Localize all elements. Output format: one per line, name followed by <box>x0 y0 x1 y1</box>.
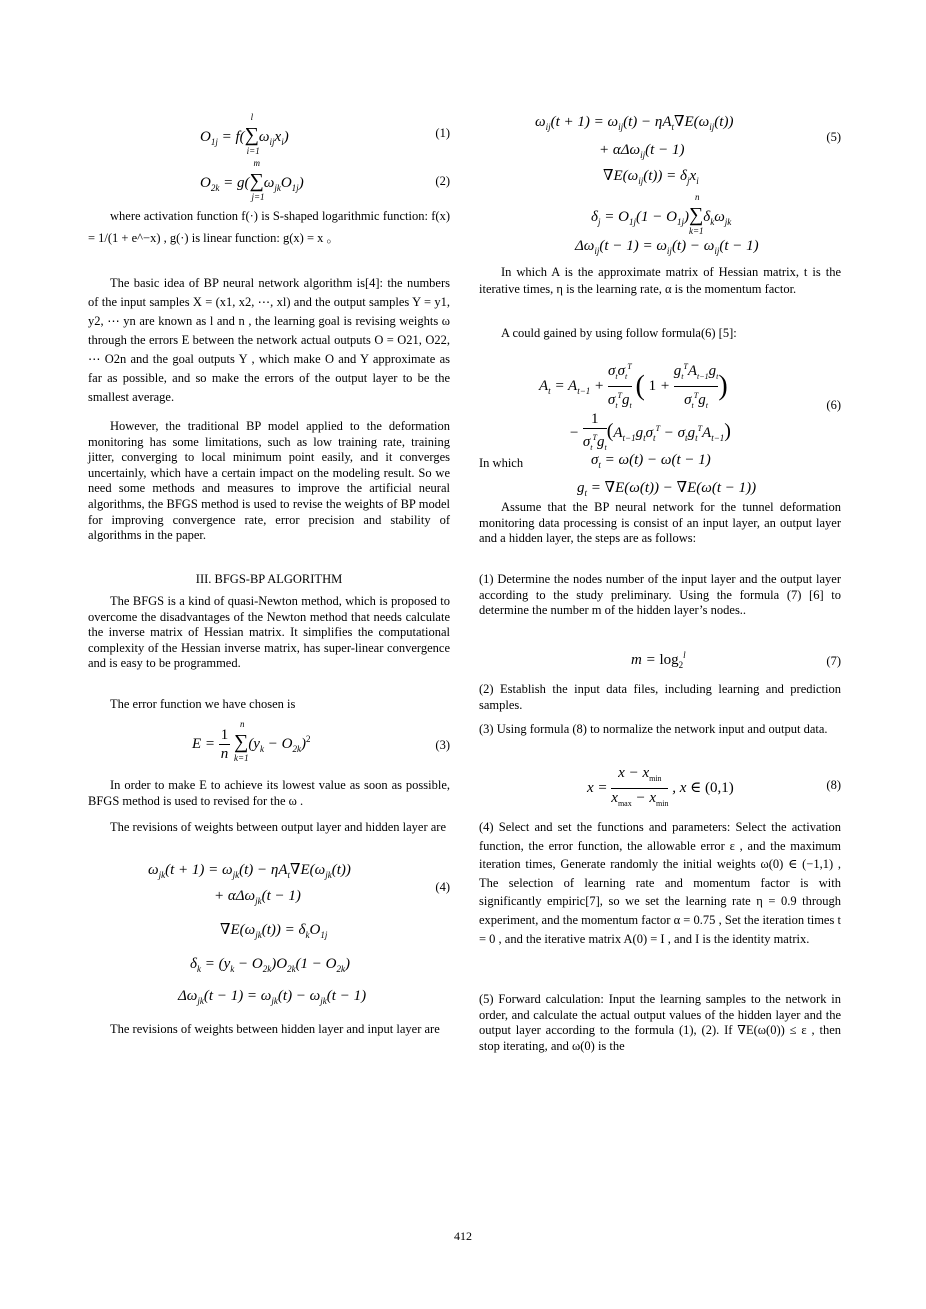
paragraph-revisions-output: The revisions of weights between output layer and hidden layer are <box>110 820 446 834</box>
paragraph-assume: Assume that the BP neural network for the tunnel deformation monitoring data processing is consist of an input layer, an output layer and a hidden layer, the steps are as follows: <box>479 500 841 546</box>
equation-5: $\omega_{ij}(t + 1) = \omega_{ij}(t) - \eta A_t\nabla E(\omega_{ij}(t))$ + αΔω$_{ij}$(t − 1) $\nabla E(\omega_{ij}(t)) = \delta_jx_i$ $\delta_j = O_{1j}(1 - O_{1j})\sum$ n k=1 $\delta_k\omega_{jk}$ $\Delta\omega_{ij}(t - 1) = \omega_{ij}(t) - \omega_{ij}(t - 1)$ (5) <box>535 114 841 256</box>
paragraph-step-3: (3) Using formula (8) to normalize the network input and output data. <box>479 722 828 736</box>
paragraph-in-order: In order to make E to achieve its lowest value as soon as possible, BFGS method is used to revised for the ω . <box>88 778 450 808</box>
paragraph-revisions-input: The revisions of weights between hidden layer and input layer are <box>110 1022 440 1036</box>
paragraph-step-2: (2) Establish the input data files, including learning and prediction samples. <box>479 682 841 712</box>
paragraph-activation: where activation function f(·) is S-shaped logarithmic function: f(x) = 1/(1 + e^−x) , g(·) is linear function: g(x) = x 。 <box>88 209 450 245</box>
equation-number: (6) <box>826 398 841 412</box>
equation-number: (2) <box>435 174 450 188</box>
paragraph-error-function: The error function we have chosen is <box>110 697 296 711</box>
equation-number: (8) <box>826 778 841 792</box>
page-number: 412 <box>454 1229 472 1243</box>
paragraph-step-5: (5) Forward calculation: Input the learning samples to the network in order, and calculate the actual output values of the hidden layer and the output layer according to the formula (1), (2). If ∇E(ω(0)) ≤ ε , then stop iterating, and ω(0) is the <box>479 992 841 1053</box>
section-heading: III. BFGS-BP ALGORITHM <box>195 572 343 586</box>
equation-4: $\omega_{jk}(t + 1) = \omega_{jk}(t) - \eta A_t\nabla E(\omega_{jk}(t))$ + αΔω$_{jk}$(t − 1) $\nabla E(\omega_{jk}(t)) = \delta_kO_{1j}$ $\delta_k = (y_k - O_{2k})O_{2k}(1 - O_{2k})$ $\Delta\omega_{jk}(t - 1) = \omega_{jk}(t) - \omega_{jk}(t - 1)$ (4) <box>148 862 450 1006</box>
in-which-label: In which <box>479 456 524 470</box>
equation-number: (3) <box>435 738 450 752</box>
paragraph-however: However, the traditional BP model applied to the deformation monitoring has some limitations, such as low training rate, training jitter, converging to local minimum point easily, and it converges uncertainly, which have a certain impact on the modeling result. So we need some methods and measures to improve the artificial neural algorithms, the BFGS method is used to revise the weights of BP model for improving convergence rate, error precision and stability of algorithms in the paper. <box>88 419 450 543</box>
paragraph-bfgs: The BFGS is a kind of quasi-Newton method, which is proposed to overcome the disadvantages of the Newton method that needs calculate the inverse matrix of Hessian matrix. It simplifies the computational complexity of the Hessian inverse matrix, has super-linear convergence and is easy to be programmed. <box>88 594 450 671</box>
equation-number: (1) <box>435 126 450 140</box>
equation-1: $O_{1j} = f(\sum$ l i=1 $\omega_{ij}x_i$) (1) <box>200 112 450 156</box>
equation-number: (4) <box>435 880 450 894</box>
paragraph-gained: A could gained by using follow formula(6) [5]: <box>501 326 737 340</box>
equation-number: (7) <box>826 654 841 668</box>
equation-2: $O_{2k} = g(\sum$ m j=1 $\omega_{jk}O_{1j}$) (2) <box>200 158 450 202</box>
equation-7: $m = \log_2^l$ (7) <box>631 650 841 670</box>
equation-number: (5) <box>826 130 841 144</box>
equation-6: $A_t = A_{t-1}$ + $\sigma_t\sigma_t^T$ $\sigma_t^Tg_t$ ( 1 + $g_t^TA_{t-1}g_t$ $\sigma_t^Tg_t$ ) − 1 $\sigma_t^Tg_t$ $(A_{t-1}g_t\sigma_t^T - \sigma_tg_t^TA_{t-1})$ In which $\sigma_t = \omega(t) - \omega(t - 1)$ $g_t = \nabla E(\omega(t)) - \nabla E(\omega(t - 1))$ (6) <box>479 350 841 500</box>
paragraph-step-1: (1) Determine the nodes number of the input layer and the output layer according to the study preliminary. Using the formula (7) [6] to determine the number m of the hidden layer’s nodes.. <box>479 572 841 618</box>
paragraph-basic-idea: The basic idea of BP neural network algorithm is[4]: the numbers of the input samples X = (x1, x2, ⋯, xl) and the output samples Y = y1, y2, ⋯ yn are known as l and n , the learning goal is revising weights ω through the errors E between the network actual outputs O = O21, O22, ⋯ O2n and the goal outputs Y , which make O and Y approximate as far as possible, and so make the errors of the output layer to be the smallest average. <box>88 276 450 404</box>
paragraph-in-which: In which A is the approximate matrix of Hessian matrix, t is the iterative times, η is the learning rate, α is the momentum factor. <box>479 265 841 296</box>
equation-3: E = $\frac{1}{n}$ ∑ n k=1 $(y_k - O_{2k})^2$ (3) <box>192 718 450 763</box>
equation-8: x = $x - x_{min}$ $x_{max} - x_{min}$ , x ∈ (0,1) (8) <box>587 765 841 808</box>
paragraph-step-4: (4) Select and set the functions and parameters: Select the activation function, the error function, the allowable error ε , and the maximum iteration times, Generate randomly the initial weights ω(0) ∈ (−1,1) , The selection of learning rate and momentum factor is with significantly empiric[7], so we set the learning rate η = 0.9 through experiment, and the momentum factor α = 0.75 , Set the iteration times t = 0 , and the iterative matrix A(0) = I , and I is the identity matrix. <box>479 820 841 946</box>
